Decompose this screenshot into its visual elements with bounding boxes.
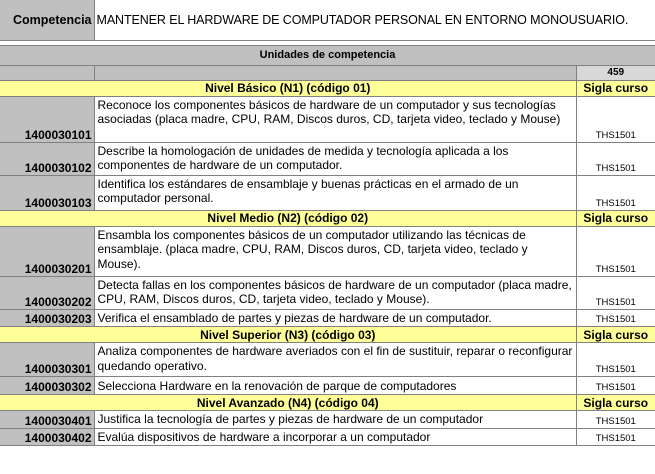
unit-code-cell[interactable]: 1400030301: [0, 343, 94, 377]
unit-description-cell[interactable]: Justifica la tecnología de partes y piezas de hardware de un computador: [94, 411, 576, 429]
course-code-cell[interactable]: THS1501: [576, 343, 655, 377]
empty-cell[interactable]: [94, 65, 576, 80]
course-code-cell[interactable]: THS1501: [576, 142, 655, 175]
unit-row: [0, 343, 655, 377]
unit-description-cell[interactable]: Analiza componentes de hardware averiados con el fin de sustituir, reparar o reconfigurar quedando operativo.: [94, 343, 576, 377]
course-code-cell[interactable]: THS1501: [576, 96, 655, 142]
level-row: [0, 327, 655, 343]
unit-description-cell[interactable]: Ensambla los componentes básicos de un computador utilizando las técnicas de ensamblaje. (placa madre, CPU, RAM, Discos duros, CD, tarjeta video, teclado y Mouse).: [94, 226, 576, 276]
unit-description-cell[interactable]: Evalúa dispositivos de hardware a incorporar a un computador: [94, 428, 576, 446]
course-code-cell[interactable]: THS1501: [576, 428, 655, 446]
unit-code-cell[interactable]: 1400030402: [0, 428, 94, 446]
unit-code-cell[interactable]: 1400030203: [0, 309, 94, 327]
level-title-cell[interactable]: Nivel Avanzado (N4) (código 04): [0, 395, 576, 411]
competencia-row: [0, 0, 655, 40]
unit-code-cell[interactable]: 1400030202: [0, 276, 94, 309]
unit-row: [0, 377, 655, 395]
unit-description-cell[interactable]: Selecciona Hardware en la renovación de parque de computadores: [94, 377, 576, 395]
unit-code-cell[interactable]: 1400030201: [0, 226, 94, 276]
empty-cell[interactable]: [0, 65, 94, 80]
unit-code-cell[interactable]: 1400030302: [0, 377, 94, 395]
unit-description-cell[interactable]: Verifica el ensamblado de partes y piezas de hardware de un computador.: [94, 309, 576, 327]
unit-description-cell[interactable]: Describe la homologación de unidades de medida y tecnología aplicada a los componentes de hardware de un computador.: [94, 142, 576, 175]
unit-row: [0, 142, 655, 175]
unit-row: [0, 175, 655, 210]
course-code-cell[interactable]: THS1501: [576, 309, 655, 327]
course-count-row: [0, 65, 655, 80]
units-header-cell[interactable]: Unidades de competencia: [0, 45, 655, 65]
unit-row: [0, 96, 655, 142]
unit-code-cell[interactable]: 1400030401: [0, 411, 94, 429]
level-row: [0, 80, 655, 96]
sigla-header-cell[interactable]: Sigla curso: [576, 395, 655, 411]
level-row: [0, 395, 655, 411]
sigla-header-cell[interactable]: Sigla curso: [576, 80, 655, 96]
sigla-header-cell[interactable]: Sigla curso: [576, 210, 655, 226]
course-code-cell[interactable]: THS1501: [576, 411, 655, 429]
unit-row: [0, 226, 655, 276]
unit-row: [0, 411, 655, 429]
sigla-header-cell[interactable]: Sigla curso: [576, 327, 655, 343]
competencia-label[interactable]: Competencia: [0, 0, 94, 40]
unit-description-cell[interactable]: Detecta fallas en los componentes básicos de hardware de un computador (placa madre, CPU, RAM, Discos duros, CD, tarjeta video, teclado y Mouse).: [94, 276, 576, 309]
level-title-cell[interactable]: Nivel Básico (N1) (código 01): [0, 80, 576, 96]
unit-description-cell[interactable]: Identifica los estándares de ensamblaje y buenas prácticas en el armado de un computador personal.: [94, 175, 576, 210]
course-count-cell[interactable]: 459: [576, 65, 655, 80]
unit-code-cell[interactable]: 1400030103: [0, 175, 94, 210]
course-code-cell[interactable]: THS1501: [576, 276, 655, 309]
units-header-row: [0, 45, 655, 65]
level-title-cell[interactable]: Nivel Medio (N2) (código 02): [0, 210, 576, 226]
course-code-cell[interactable]: THS1501: [576, 226, 655, 276]
unit-row: [0, 428, 655, 446]
level-title-cell[interactable]: Nivel Superior (N3) (código 03): [0, 327, 576, 343]
unit-row: [0, 309, 655, 327]
level-row: [0, 210, 655, 226]
competencia-value[interactable]: MANTENER EL HARDWARE DE COMPUTADOR PERSONAL EN ENTORNO MONOUSUARIO.: [94, 0, 655, 40]
unit-row: [0, 276, 655, 309]
course-code-cell[interactable]: THS1501: [576, 175, 655, 210]
course-code-cell[interactable]: THS1501: [576, 377, 655, 395]
unit-description-cell[interactable]: Reconoce los componentes básicos de hardware de un computador y sus tecnologías asociadas (placa madre, CPU, RAM, Discos duros, CD, tarjeta video, teclado y Mouse): [94, 96, 576, 142]
unit-code-cell[interactable]: 1400030102: [0, 142, 94, 175]
unit-code-cell[interactable]: 1400030101: [0, 96, 94, 142]
